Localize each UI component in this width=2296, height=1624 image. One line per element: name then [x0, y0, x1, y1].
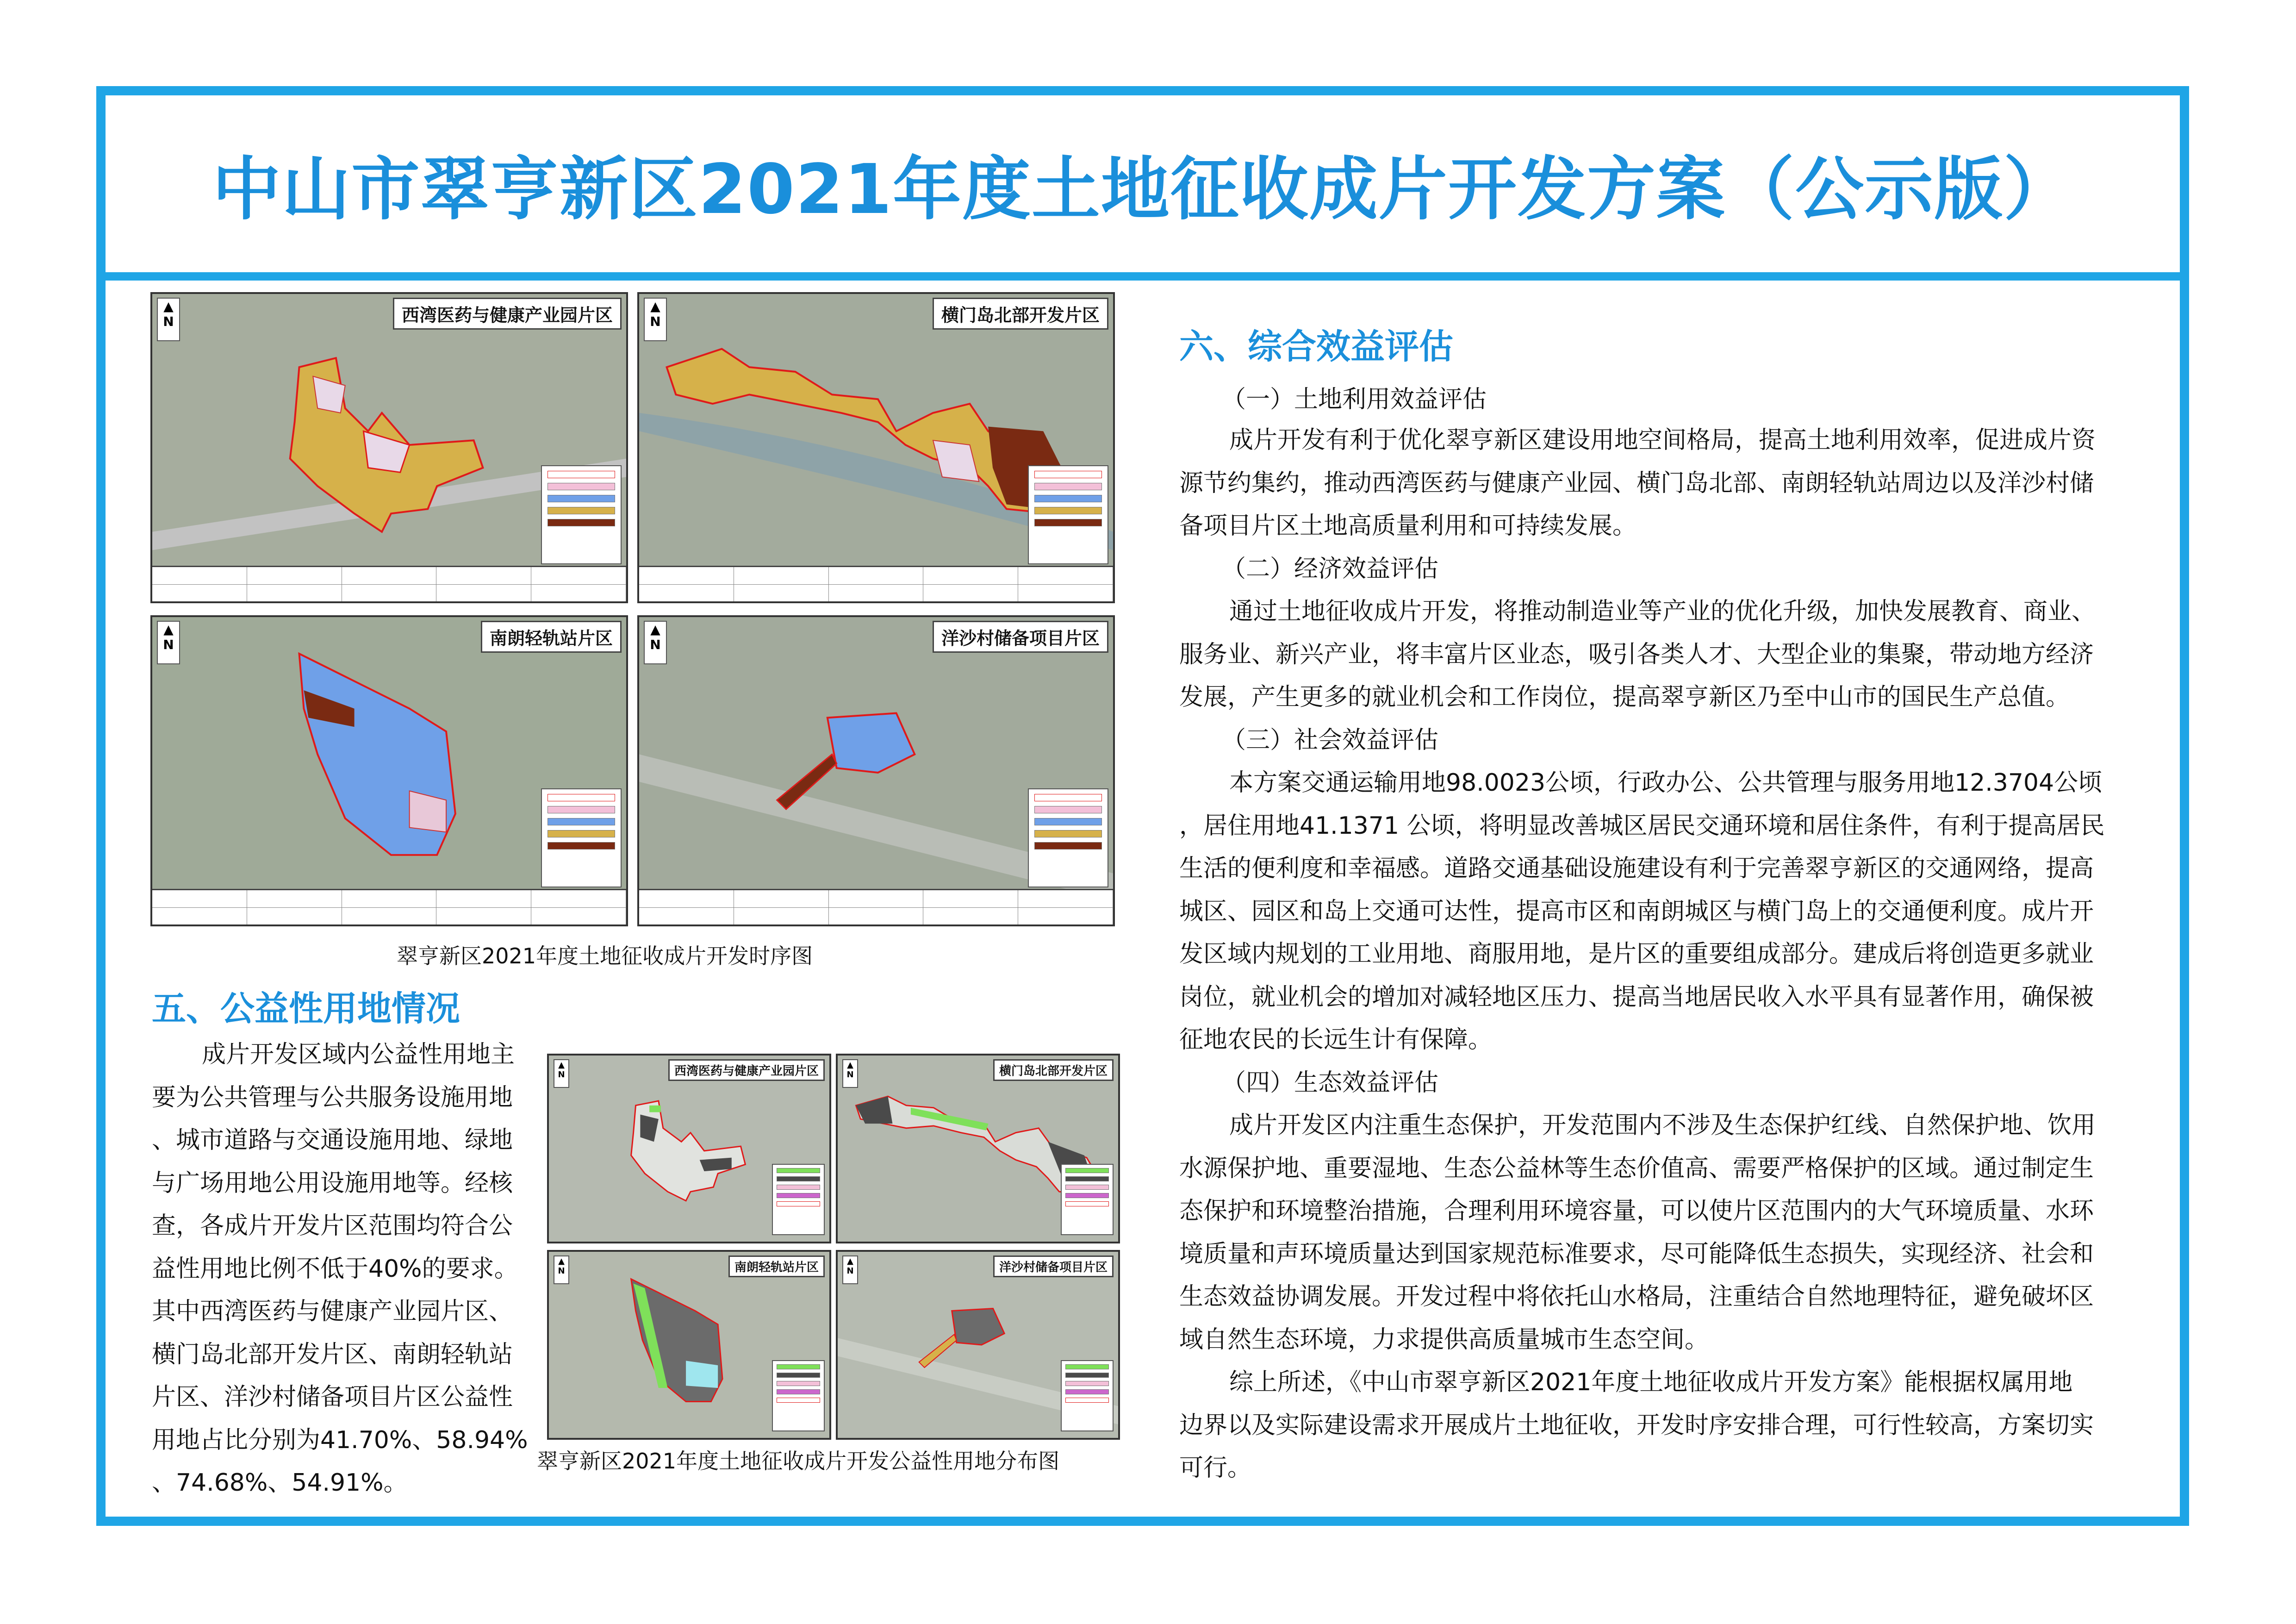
map-legend [1061, 1164, 1114, 1235]
s5-line: 查，各成片开发片区范围均符合公 [152, 1212, 513, 1240]
map-label: 横门岛北部开发片区 [993, 1059, 1114, 1081]
map-yangsha-timing [637, 615, 1115, 926]
map-hengmen-timing [637, 292, 1115, 603]
section6-sub1: （一）土地利用效益评估 [1222, 386, 1487, 413]
section6-title: 六、综合效益评估 [1179, 327, 1453, 367]
s5-line: 、城市道路与交通设施用地、绿地 [152, 1126, 513, 1154]
s5-line: 其中西湾医药与健康产业园片区、 [152, 1298, 513, 1325]
s5-line: 与广场用地公用设施用地等。经核 [152, 1169, 513, 1197]
p3-line: 本方案交通运输用地98.0023公顷，行政办公、公共管理与服务用地12.3704公顷 [1229, 769, 2103, 797]
p5-line: 综上所述，《中山市翠亨新区2021年度土地征收成片开发方案》能根据权属用地 [1229, 1368, 2073, 1396]
map-legend [541, 465, 622, 564]
map-label: 西湾医药与健康产业园片区 [668, 1059, 825, 1081]
map-table [152, 889, 626, 924]
p2-line: 发展，产生更多的就业机会和工作岗位，提高翠亨新区乃至中山市的国民生产总值。 [1179, 683, 2070, 711]
sub3: （三）社会效益评估 [1222, 726, 1439, 754]
title-bar [106, 95, 2180, 281]
p1-line: 备项目片区土地高质量利用和可持续发展。 [1179, 512, 1637, 540]
map-label: 洋沙村储备项目片区 [993, 1255, 1114, 1277]
north-arrow-icon: ▲ N [842, 1059, 858, 1088]
p3-line: 岗位，就业机会的增加对减轻地区压力、提高当地居民收入水平具有显著作用，确保被 [1179, 983, 2094, 1011]
north-arrow-icon: ▲ N [842, 1255, 858, 1284]
s5-line: 用地占比分别为41.70%、58.94% [152, 1426, 528, 1454]
top-maps-caption: 翠亨新区2021年度土地征收成片开发时序图 [397, 943, 813, 968]
s5-line: 横门岛北部开发片区、南朗轻轨站 [152, 1340, 513, 1368]
map-table [152, 566, 626, 601]
p3-line: ，居住用地41.1371 公顷，将明显改善城区居民交通环境和居住条件，有利于提高居民 [1179, 812, 2105, 840]
s5-line: 、74.68%、54.91%。 [152, 1469, 408, 1497]
p4-line: 态保护和环境整治措施，合理利用环境容量，可以使片区范围内的大气环境质量、水环 [1179, 1197, 2094, 1225]
p5-line: 边界以及实际建设需求开展成片土地征收，开发时序安排合理，可行性较高，方案切实 [1179, 1411, 2094, 1439]
map-legend [772, 1164, 825, 1235]
map-table [639, 889, 1113, 924]
p2-line: 服务业、新兴产业，将丰富片区业态，吸引各类人才、大型企业的集聚，带动地方经济 [1179, 640, 2094, 668]
north-arrow-icon: ▲ N [554, 1059, 569, 1088]
map-label: 洋沙村储备项目片区 [933, 621, 1108, 653]
map-legend [1028, 465, 1108, 564]
p4-line: 水源保护地、重要湿地、生态公益林等生态价值高、需要严格保护的区域。通过制定生 [1179, 1154, 2094, 1182]
map-legend [1061, 1360, 1114, 1431]
map-label: 南朗轻轨站片区 [481, 621, 622, 653]
p4-line: 境质量和声环境质量达到国家规范标准要求，尽可能降低生态损失，实现经济、社会和 [1179, 1240, 2094, 1268]
p3-line: 城区、园区和岛上交通可达性，提高市区和南朗城区与横门岛上的交通便利度。成片开 [1179, 897, 2094, 925]
sub2: （二）经济效益评估 [1222, 555, 1439, 583]
p4-line: 成片开发区内注重生态保护，开发范围内不涉及生态保护红线、自然保护地、饮用 [1229, 1112, 2096, 1139]
map-table [639, 566, 1113, 601]
p4-line: 生态效益协调发展。开发过程中将依托山水格局，注重结合自然地理特征，避免破坏区 [1179, 1283, 2094, 1311]
map-nanlang-timing [150, 615, 628, 926]
p5-line: 可行。 [1179, 1454, 1252, 1482]
p2-line: 通过土地征收成片开发，将推动制造业等产业的优化升级，加快发展教育、商业、 [1229, 598, 2096, 625]
map-label: 横门岛北部开发片区 [933, 298, 1108, 330]
p1-line: 源节约集约，推动西湾医药与健康产业园、横门岛北部、南朗轻轨站周边以及洋沙村储 [1179, 469, 2094, 497]
map-legend [1028, 788, 1108, 887]
bottom-maps-caption: 翠亨新区2021年度土地征收成片开发公益性用地分布图 [537, 1449, 1060, 1474]
p3-line: 发区域内规划的工业用地、商服用地，是片区的重要组成部分。建成后将创造更多就业 [1179, 940, 2094, 968]
map-label: 南朗轻轨站片区 [728, 1255, 825, 1277]
north-arrow-icon: ▲ N [644, 621, 667, 664]
map-yangsha-public [836, 1250, 1120, 1440]
north-arrow-icon: ▲ N [157, 621, 180, 664]
north-arrow-icon: ▲ N [554, 1255, 569, 1284]
page-title: 中山市翠亨新区2021年度土地征收成片开发方案（公示版） [212, 150, 2073, 229]
section5-title: 五、公益性用地情况 [152, 989, 460, 1029]
map-xiwan-timing [150, 292, 628, 603]
s5-line: 成片开发区域内公益性用地主 [202, 1041, 515, 1068]
map-legend [541, 788, 622, 887]
s5-line: 益性用地比例不低于40%的要求。 [152, 1255, 518, 1283]
p3-line: 征地农民的长远生计有保障。 [1179, 1026, 1493, 1054]
s5-line: 要为公共管理与公共服务设施用地 [152, 1083, 513, 1112]
sub4: （四）生态效益评估 [1222, 1068, 1439, 1097]
north-arrow-icon: ▲ N [644, 298, 667, 341]
p1-line: 成片开发有利于优化翠亨新区建设用地空间格局，提高土地利用效率，促进成片资 [1229, 426, 2096, 454]
p4-line: 域自然生态环境，力求提供高质量城市生态空间。 [1179, 1325, 1709, 1354]
map-legend [772, 1360, 825, 1431]
map-xiwan-public [547, 1054, 831, 1243]
map-nanlang-public [547, 1250, 831, 1440]
section6-body [1179, 419, 2161, 1490]
p3-line: 生活的便利度和幸福感。道路交通基础设施建设有利于完善翠亨新区的交通网络，提高 [1179, 855, 2094, 882]
map-hengmen-public [836, 1054, 1120, 1243]
north-arrow-icon: ▲ N [157, 298, 180, 341]
map-label: 西湾医药与健康产业园片区 [393, 298, 622, 330]
section5-body [152, 1033, 536, 1505]
s5-line: 片区、洋沙村储备项目片区公益性 [152, 1383, 513, 1411]
